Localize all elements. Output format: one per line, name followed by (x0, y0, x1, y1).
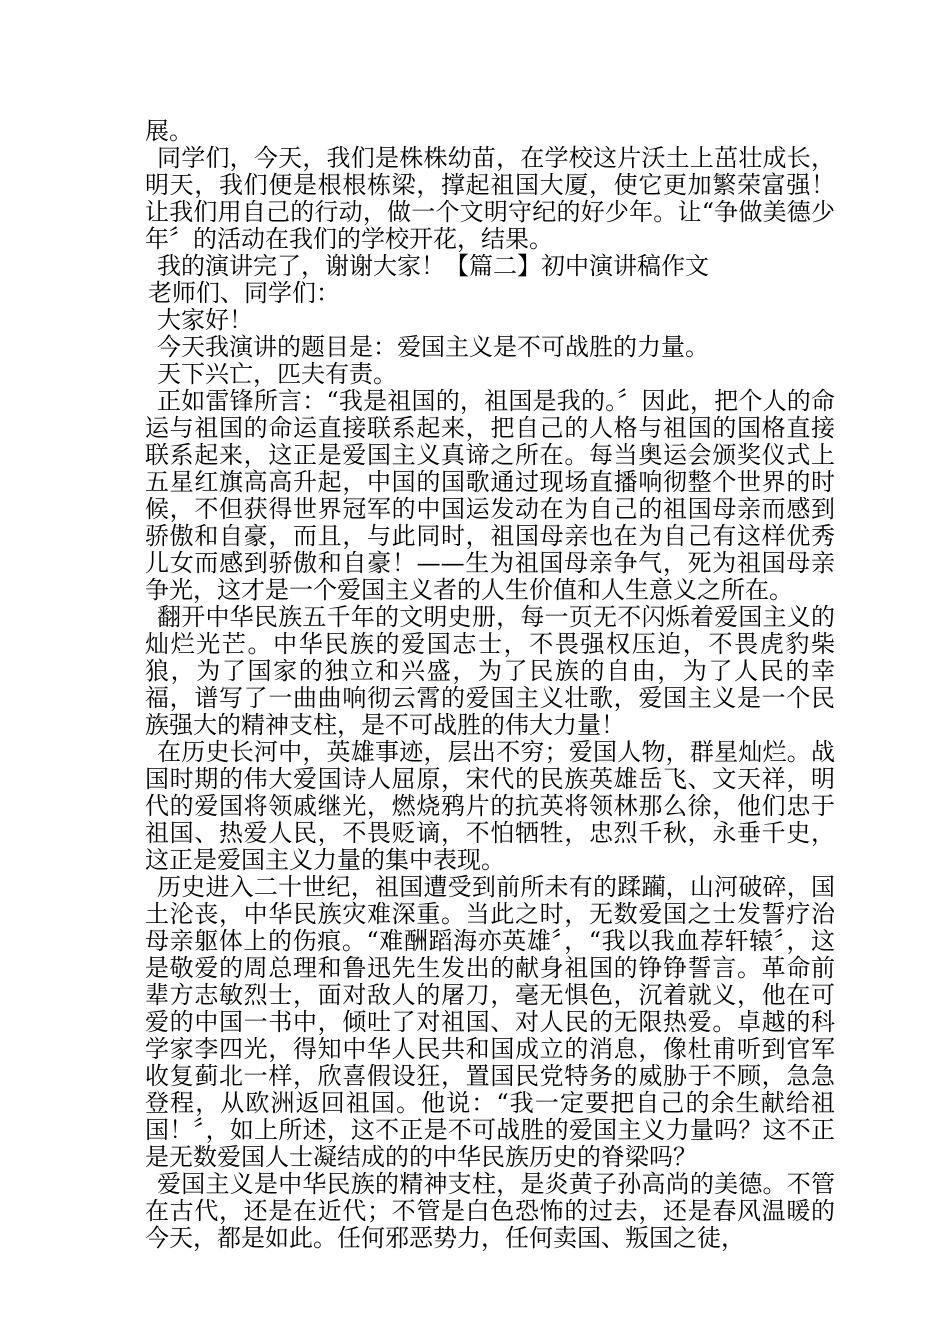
paragraph: 我的演讲完了，谢谢大家！【篇二】初中演讲稿作文 (157, 252, 709, 280)
paragraph: 在历史长河中，英雄事迹，层出不穷；爱国人物，群星灿烂。战国时期的伟大爱国诗人屈原，宋代的民族英雄岳飞、文天祥，明代的爱国将领戚继光，燃烧鸦片的抗英将领林那么徐，他们忠于祖国、热爱人民，不畏贬谪，不怕牺牲，忠烈千秋，永垂千史，这正是爱国主义力量的集中表现。 (145, 738, 835, 874)
paragraph: 历史进入二十世纪，祖国遭受到前所未有的蹂躏，山河破碎，国土沦丧，中华民族灾难深重。当此之时，无数爱国之士发誓疗治母亲躯体上的伤痕。“难酬蹈海亦英雄〞，“我以我血荐轩辕〞，这是敬爱的周总理和鲁迅先生发出的献身祖国的铮铮誓言。革命前辈方志敏烈士，面对敌人的屠刀，毫无惧色，沉着就义，他在可爱的中国一书中，倾吐了对祖国、对人民的无限热爱。卓越的科学家李四光，得知中华人民共和国成立的消息，像杜甫听到官军收复蓟北一样，欣喜假设狂，置国民党特务的威胁于不顾，急急登程，从欧洲返回祖国。他说：“我一定要把自己的余生献给祖国！〞，如上所述，这不正是不可战胜的爱国主义力量吗？这不正是无数爱国人士凝结成的的中华民族历史的脊梁吗？ (145, 873, 835, 1171)
document-body (145, 118, 835, 1252)
paragraph: 老师们、同学们： (148, 279, 340, 307)
paragraph: 今天我演讲的题目是：爱国主义是不可战胜的力量。 (157, 333, 709, 361)
paragraph: 大家好！ (157, 306, 253, 334)
paragraph: 正如雷锋所言：“我是祖国的，祖国是我的。〞因此，把个人的命运与祖国的命运直接联系起来，把自己的人格与祖国的国格直接联系起来，这正是爱国主义真谛之所在。每当奥运会颁奖仪式上五星红旗高高升起，中国的国歌通过现场直播响彻整个世界的时候，不但获得世界冠军的中国运发动在为自己的祖国母亲而感到骄傲和自豪，而且，与此同时，祖国母亲也在为自己有这样优秀儿女而感到骄傲和自豪！——生为祖国母亲争气，死为祖国母亲争光，这才是一个爱国主义者的人生价值和人生意义之所在。 (145, 387, 835, 604)
paragraph: 爱国主义是中华民族的精神支柱，是炎黄子孙高尚的美德。不管在古代，还是在近代；不管是白色恐怖的过去，还是春风温暖的今天，都是如此。任何邪恶势力，任何卖国、叛国之徒， (145, 1170, 835, 1252)
paragraph: 同学们，今天，我们是株株幼苗，在学校这片沃土上茁壮成长，明天，我们便是根根栋梁，撑起祖国大厦，使它更加繁荣富强！让我们用自己的行动，做一个文明守纪的好少年。让“争做美德少年〞的活动在我们的学校开花，结果。 (145, 144, 835, 253)
paragraph: 翻开中华民族五千年的文明史册，每一页无不闪烁着爱国主义的灿烂光芒。中华民族的爱国志士，不畏强权压迫，不畏虎豹柴狼，为了国家的独立和兴盛，为了民族的自由，为了人民的幸福，谱写了一曲曲响彻云霄的爱国主义壮歌，爱国主义是一个民族强大的精神支柱，是不可战胜的伟大力量！ (145, 603, 835, 739)
paragraph: 天下兴亡，匹夫有责。 (157, 360, 397, 388)
paragraph: 展。 (145, 117, 193, 145)
